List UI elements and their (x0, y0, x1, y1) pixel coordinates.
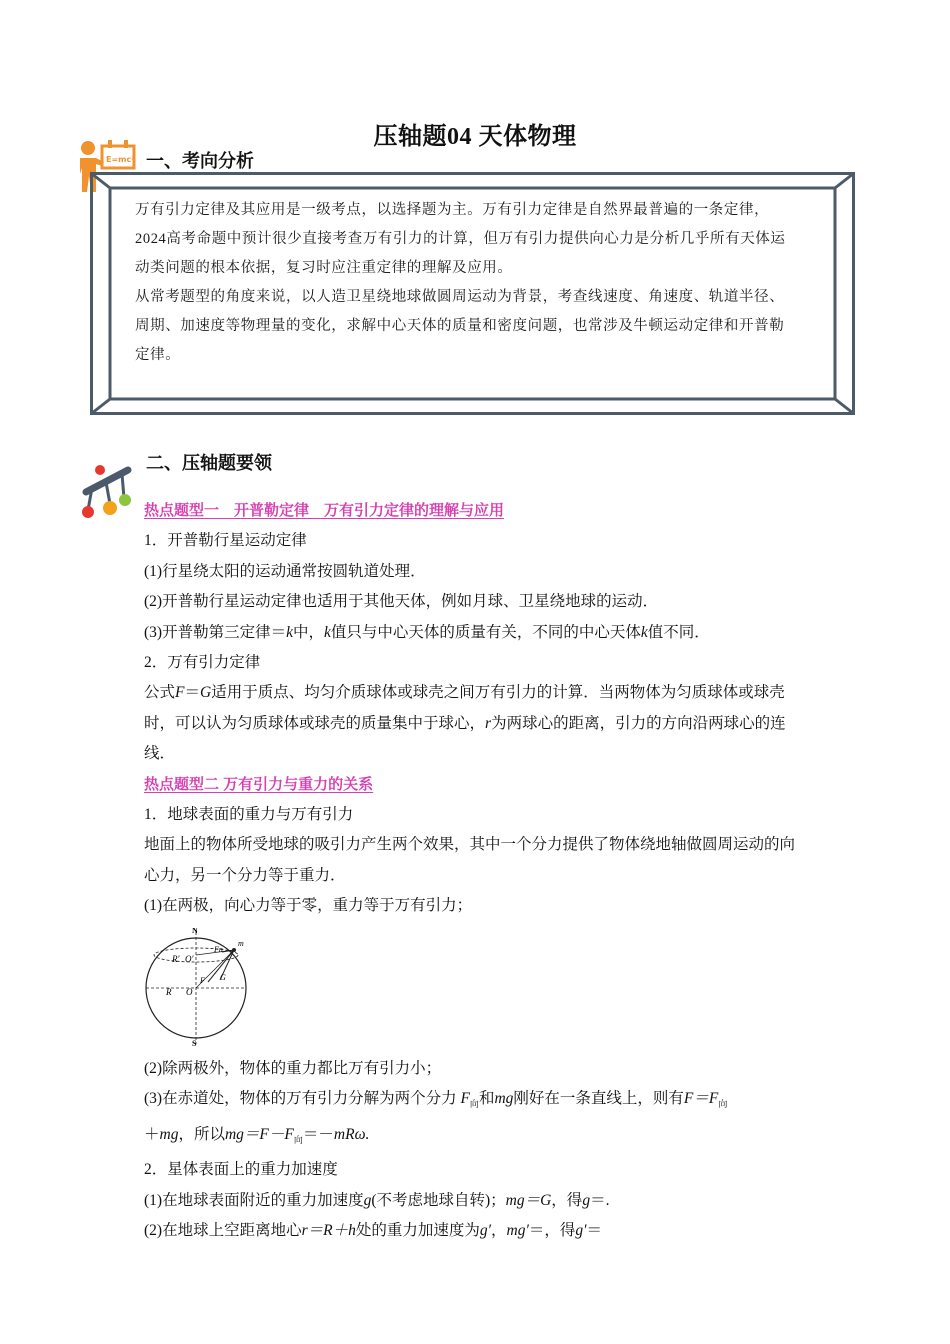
hot-topic-1-heading: 热点题型一 开普勒定律 万有引力定律的理解与应用 (144, 502, 505, 519)
subheading: 1．地球表面的重力与万有引力 (144, 806, 354, 824)
subheading: 1．开普勒行星运动定律 (144, 532, 307, 550)
paragraph: (2)开普勒行星运动定律也适用于其他天体，例如月球、卫星绕地球的运动． (144, 593, 659, 611)
subheading: 2．万有引力定律 (144, 654, 261, 672)
analysis-text (135, 196, 795, 370)
paragraph: (1)在地球表面附近的重力加速度g(不考虑地球自转)；mg＝G，得g＝. (144, 1191, 610, 1209)
label-g: G (220, 972, 226, 982)
label-o: O (186, 986, 193, 997)
molecule-model-icon (78, 462, 138, 522)
svg-text:E=mc²: E=mc² (106, 155, 135, 164)
earth-diagram-svg (144, 928, 264, 1046)
page-title: 压轴题04 天体物理 (373, 124, 577, 150)
paragraph: (3)开普勒第三定律＝k中，k值只与中心天体的质量有关，不同的中心天体k值不同． (144, 623, 710, 641)
label-r-prime: R′ (172, 953, 180, 964)
paragraph: ＋mg，所以$mg=F-F_向=-mR\omega$. (144, 1125, 370, 1145)
label-north: N (192, 927, 198, 935)
paragraph: (2)除两极外，物体的重力都比万有引力小； (144, 1059, 442, 1077)
analysis-paragraph: 万有引力定律及其应用是一级考点，以选择题为主。万有引力定律是自然界最普遍的一条定律，2024高考命题中预计很少直接考查万有引力的计算，但万有引力提供向心力是分析几乎所有天体运动类问题的根本依据，复习时应注重定律的理解及应用。 (135, 202, 786, 276)
label-m: m (238, 938, 244, 948)
paragraph: (2)在地球上空距离地心r＝R＋h处的重力加速度为g′，mg′＝，得g′＝ (144, 1221, 603, 1239)
paragraph: 地面上的物体所受地球的吸引力产生两个效果，其中一个分力提供了物体绕地轴做圆周运动的向心力，另一个分力等于重力． (144, 836, 796, 884)
paragraph: (3)在赤道处，物体的万有引力分解为两个分力 $F_向$和mg刚好在一条直线上，则有$F=F_向$ (144, 1090, 728, 1110)
earth-gravity-diagram (144, 928, 810, 1046)
hot-topic-2-heading: 热点题型二 万有引力与重力的关系 (144, 775, 374, 793)
section-heading-keypoints: 二、压轴题要领 (146, 453, 272, 473)
section-heading-analysis: 一、考向分析 (146, 151, 254, 171)
paragraph: (1)行星绕太阳的运动通常按圆轨道处理． (144, 562, 426, 580)
label-fn: Fn (214, 944, 223, 954)
label-o-prime: O′ (185, 953, 194, 964)
label-south: S (192, 1038, 197, 1046)
paragraph: 公式F＝G适用于质点、均匀介质球体或球壳之间万有引力的计算．当两物体为匀质球体或球壳时，可以认为匀质球体或球壳的质量集中于球心，r为两球心的距离，引力的方向沿两球心的连线． (144, 684, 786, 763)
label-r: R (166, 986, 172, 997)
label-f: F (200, 975, 205, 985)
paragraph: (1)在两极，向心力等于零，重力等于万有引力； (144, 897, 473, 915)
subheading: 2．星体表面上的重力加速度 (144, 1161, 338, 1179)
keypoints-content (144, 496, 810, 1246)
analysis-paragraph: 从常考题型的角度来说，以人造卫星绕地球做圆周运动为背景，考查线速度、角速度、轨道半径、周期、加速度等物理量的变化，求解中心天体的质量和密度问题，也常涉及牛顿运动定律和开普勒定律。 (135, 289, 785, 363)
